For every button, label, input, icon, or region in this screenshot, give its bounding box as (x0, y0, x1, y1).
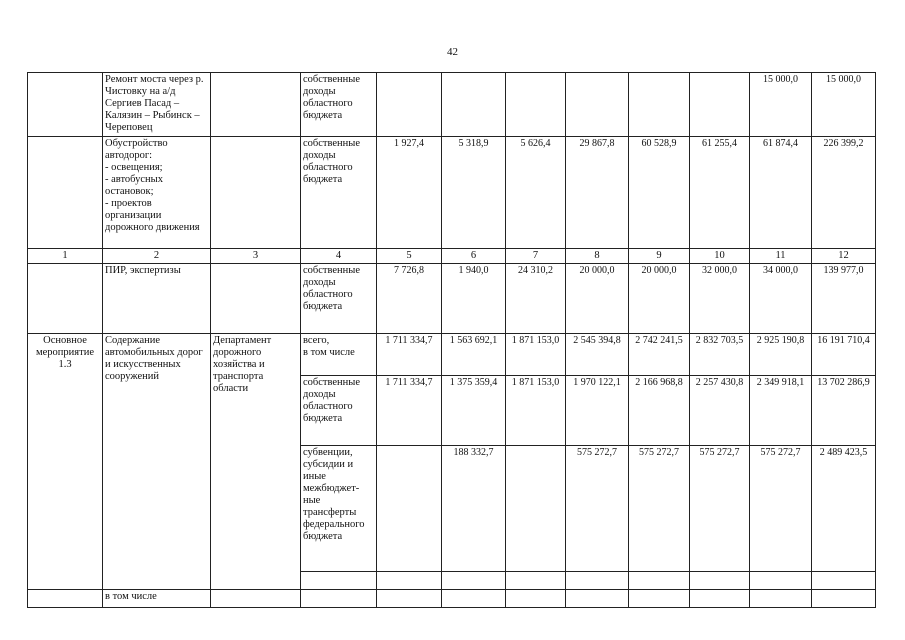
column-number: 6 (442, 249, 506, 264)
value-cell: 32 000,0 (690, 264, 750, 334)
value-cell: 29 867,8 (566, 137, 629, 249)
value-cell: 2 489 423,5 (812, 446, 876, 572)
value-cell: 61 255,4 (690, 137, 750, 249)
value-cell: 20 000,0 (566, 264, 629, 334)
funding-source-cell: всего, в том числе (301, 334, 377, 376)
value-cell (690, 73, 750, 137)
value-cell: 575 272,7 (629, 446, 690, 572)
value-cell (442, 572, 506, 590)
column-number: 12 (812, 249, 876, 264)
table-row (28, 590, 876, 608)
value-cell (812, 572, 876, 590)
funding-source-cell (301, 590, 377, 608)
activity-name-cell: Ремонт моста через р. Чистовку на а/д Сергиев Пасад – Калязин – Рыбинск – Череповец (103, 73, 211, 137)
value-cell (566, 590, 629, 608)
funding-source-cell: собственные доходы областного бюджета (301, 376, 377, 446)
executor-cell (211, 137, 301, 249)
value-cell: 24 310,2 (506, 264, 566, 334)
value-cell (506, 73, 566, 137)
value-cell: 1 871 153,0 (506, 376, 566, 446)
value-cell: 15 000,0 (750, 73, 812, 137)
executor-cell (211, 73, 301, 137)
value-cell: 61 874,4 (750, 137, 812, 249)
value-cell: 2 166 968,8 (629, 376, 690, 446)
value-cell: 188 332,7 (442, 446, 506, 572)
value-cell: 575 272,7 (566, 446, 629, 572)
value-cell: 575 272,7 (690, 446, 750, 572)
value-cell (812, 590, 876, 608)
executor-cell: Департамент дорожного хозяйства и транспорта области (211, 334, 301, 590)
table-row (28, 137, 876, 249)
value-cell (750, 590, 812, 608)
value-cell: 16 191 710,4 (812, 334, 876, 376)
value-cell: 20 000,0 (629, 264, 690, 334)
value-cell: 5 318,9 (442, 137, 506, 249)
code-cell (28, 73, 103, 137)
value-cell: 60 528,9 (629, 137, 690, 249)
funding-source-cell (301, 572, 377, 590)
value-cell (377, 446, 442, 572)
value-cell (629, 590, 690, 608)
value-cell: 2 257 430,8 (690, 376, 750, 446)
code-cell (28, 137, 103, 249)
activity-name-cell: ПИР, экспертизы (103, 264, 211, 334)
activity-code-cell: Основное мероприятие 1.3 (28, 334, 103, 590)
column-number: 10 (690, 249, 750, 264)
column-number: 5 (377, 249, 442, 264)
value-cell: 139 977,0 (812, 264, 876, 334)
value-cell (690, 572, 750, 590)
value-cell: 1 871 153,0 (506, 334, 566, 376)
value-cell (566, 572, 629, 590)
value-cell (377, 572, 442, 590)
value-cell: 1 970 122,1 (566, 376, 629, 446)
column-number: 8 (566, 249, 629, 264)
funding-source-cell: собственные доходы областного бюджета (301, 264, 377, 334)
value-cell: 5 626,4 (506, 137, 566, 249)
column-number: 9 (629, 249, 690, 264)
column-number: 1 (28, 249, 103, 264)
code-cell (28, 590, 103, 608)
column-number-row (28, 249, 876, 264)
value-cell (506, 572, 566, 590)
value-cell: 13 702 286,9 (812, 376, 876, 446)
activity-name-cell: в том числе (103, 590, 211, 608)
activity-name-cell: Обустройство автодорог: - освещения; - автобусных остановок; - проектов организации дорожного движения (103, 137, 211, 249)
value-cell: 1 711 334,7 (377, 334, 442, 376)
value-cell: 7 726,8 (377, 264, 442, 334)
value-cell (377, 590, 442, 608)
value-cell (566, 73, 629, 137)
value-cell: 1 940,0 (442, 264, 506, 334)
value-cell (506, 590, 566, 608)
value-cell (506, 446, 566, 572)
executor-cell (211, 264, 301, 334)
value-cell: 2 349 918,1 (750, 376, 812, 446)
code-cell (28, 264, 103, 334)
value-cell (629, 572, 690, 590)
value-cell (750, 572, 812, 590)
value-cell: 2 832 703,5 (690, 334, 750, 376)
value-cell: 1 927,4 (377, 137, 442, 249)
value-cell: 34 000,0 (750, 264, 812, 334)
column-number: 2 (103, 249, 211, 264)
value-cell: 575 272,7 (750, 446, 812, 572)
budget-table (27, 72, 876, 608)
executor-cell (211, 590, 301, 608)
value-cell (377, 73, 442, 137)
value-cell: 2 545 394,8 (566, 334, 629, 376)
column-number: 7 (506, 249, 566, 264)
value-cell: 1 563 692,1 (442, 334, 506, 376)
value-cell (442, 590, 506, 608)
page-number: 42 (447, 46, 458, 58)
column-number: 3 (211, 249, 301, 264)
value-cell (442, 73, 506, 137)
column-number: 4 (301, 249, 377, 264)
table-row (28, 334, 876, 376)
value-cell (629, 73, 690, 137)
activity-name-cell: Содержание автомобильных дорог и искусственных сооружений (103, 334, 211, 590)
column-number: 11 (750, 249, 812, 264)
value-cell: 226 399,2 (812, 137, 876, 249)
funding-source-cell: собственные доходы областного бюджета (301, 73, 377, 137)
value-cell (690, 590, 750, 608)
value-cell: 15 000,0 (812, 73, 876, 137)
value-cell: 2 925 190,8 (750, 334, 812, 376)
value-cell: 2 742 241,5 (629, 334, 690, 376)
value-cell: 1 711 334,7 (377, 376, 442, 446)
value-cell: 1 375 359,4 (442, 376, 506, 446)
table-row (28, 264, 876, 334)
funding-source-cell: собственные доходы областного бюджета (301, 137, 377, 249)
funding-source-cell: субвенции, субсидии и иные межбюджет-ные трансферты федерального бюджета (301, 446, 377, 572)
table-row (28, 73, 876, 137)
